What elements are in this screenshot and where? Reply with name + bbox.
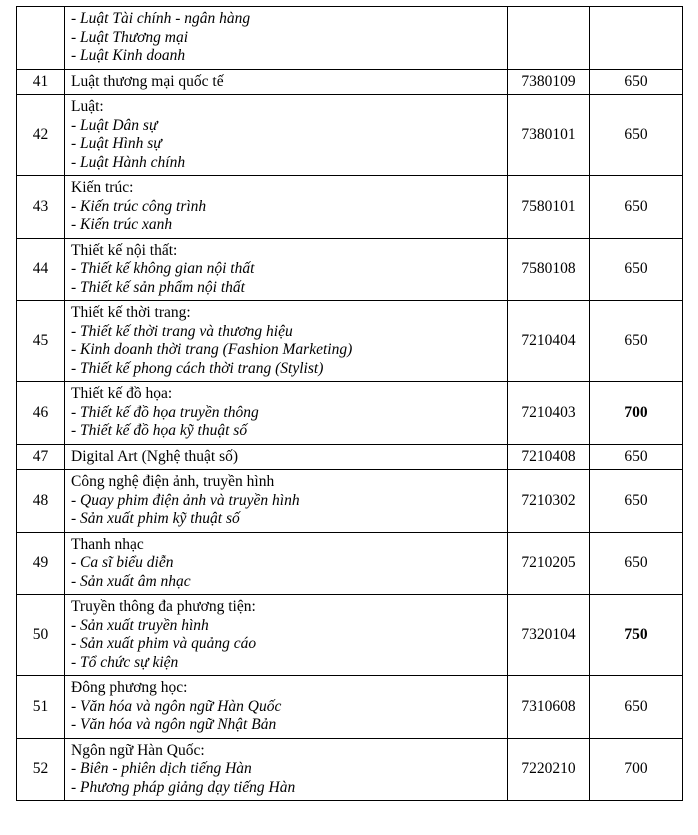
row-number: 44 [17,238,65,301]
major-cell [65,444,508,470]
major-code: 7210205 [508,532,590,595]
specialization-item: - Kiến trúc xanh [71,216,173,233]
major-title: Thiết kế nội thất: [71,241,178,259]
specialization-item: - Luật Kinh doanh [71,47,186,64]
specialization-item: - Quay phim điện ảnh và truyền hình [71,491,300,509]
table-row [17,176,683,239]
major-cell [65,7,508,70]
min-score: 700 [590,382,683,445]
table-row [17,238,683,301]
min-score: 650 [590,470,683,533]
row-number: 51 [17,676,65,739]
row-number: 47 [17,444,65,470]
major-cell [65,470,508,533]
table-row [17,7,683,70]
specialization-item: - Tổ chức sự kiện [71,653,179,671]
major-title: Thanh nhạc [71,535,144,553]
major-cell [65,532,508,595]
specialization-item: - Thiết kế phong cách thời trang (Stylist) [71,359,324,377]
min-score: 650 [590,176,683,239]
table-row [17,382,683,445]
specialization-item: - Luật Dân sự [71,116,158,134]
major-cell [65,301,508,382]
row-number: 41 [17,69,65,95]
table-row [17,301,683,382]
row-number: 48 [17,470,65,533]
min-score: 750 [590,595,683,676]
row-number: 46 [17,382,65,445]
specialization-item: - Biên - phiên dịch tiếng Hàn [71,760,252,777]
major-cell [65,382,508,445]
major-title: Công nghệ điện ảnh, truyền hình [71,473,275,490]
table-body [17,7,683,801]
specialization-item: - Phương pháp giảng dạy tiếng Hàn [71,778,296,796]
admission-score-table [16,6,683,801]
major-code: 7380109 [508,69,590,95]
row-number: 45 [17,301,65,382]
min-score [590,7,683,70]
major-code: 7320104 [508,595,590,676]
min-score: 650 [590,69,683,95]
row-number: 43 [17,176,65,239]
specialization-item: - Luật Hình sự [71,135,162,152]
major-title: Luật thương mại quốc tế [71,72,224,90]
major-title: Đông phương học: [71,679,188,696]
table-row [17,69,683,95]
specialization-item: - Luật Thương mại [71,28,189,46]
min-score: 650 [590,444,683,470]
specialization-item: - Sản xuất phim và quảng cáo [71,635,257,652]
min-score: 650 [590,238,683,301]
specialization-item: - Sản xuất phim kỹ thuật số [71,510,240,527]
major-cell [65,69,508,95]
specialization-item: - Văn hóa và ngôn ngữ Nhật Bản [71,716,277,733]
major-title: Luật: [71,98,104,115]
specialization-item: - Thiết kế đồ họa truyền thông [71,403,259,421]
specialization-item: - Kiến trúc công trình [71,197,207,215]
table-row [17,470,683,533]
major-title: Ngôn ngữ Hàn Quốc: [71,741,205,759]
major-code: 7210404 [508,301,590,382]
row-number: 50 [17,595,65,676]
table-row [17,532,683,595]
major-code [508,7,590,70]
major-code: 7380101 [508,95,590,176]
row-number: 52 [17,738,65,801]
major-title: Digital Art (Nghệ thuật số) [71,447,239,465]
major-title: Truyền thông đa phương tiện: [71,598,256,615]
table-row [17,595,683,676]
major-cell [65,738,508,801]
specialization-item: - Thiết kế sản phẩm nội thất [71,278,245,296]
table-row [17,95,683,176]
table-row [17,676,683,739]
specialization-item: - Văn hóa và ngôn ngữ Hàn Quốc [71,697,282,715]
row-number: 49 [17,532,65,595]
major-cell [65,676,508,739]
min-score: 650 [590,532,683,595]
specialization-item: - Kinh doanh thời trang (Fashion Marketing) [71,341,353,358]
major-cell [65,595,508,676]
specialization-item: - Thiết kế thời trang và thương hiệu [71,322,293,340]
major-code: 7220210 [508,738,590,801]
major-cell [65,238,508,301]
specialization-item: - Thiết kế đồ họa kỹ thuật số [71,422,248,439]
major-code: 7210403 [508,382,590,445]
specialization-item: - Thiết kế không gian nội thất [71,260,255,277]
row-number [17,7,65,70]
specialization-item: - Luật Hành chính [71,153,186,171]
major-code: 7580108 [508,238,590,301]
major-cell [65,176,508,239]
min-score: 650 [590,95,683,176]
specialization-item: - Sản xuất âm nhạc [71,572,191,590]
table-row [17,738,683,801]
row-number: 42 [17,95,65,176]
specialization-item: - Ca sĩ biểu diễn [71,554,174,571]
min-score: 700 [590,738,683,801]
table-row [17,444,683,470]
major-code: 7580101 [508,176,590,239]
major-title: Thiết kế đồ họa: [71,385,173,402]
major-title: Thiết kế thời trang: [71,304,191,321]
major-code: 7210408 [508,444,590,470]
major-title: Kiến trúc: [71,179,134,196]
major-code: 7310608 [508,676,590,739]
min-score: 650 [590,301,683,382]
specialization-item: - Sản xuất truyền hình [71,616,209,634]
major-cell [65,95,508,176]
min-score: 650 [590,676,683,739]
specialization-item: - Luật Tài chính - ngân hàng [71,10,251,27]
major-code: 7210302 [508,470,590,533]
